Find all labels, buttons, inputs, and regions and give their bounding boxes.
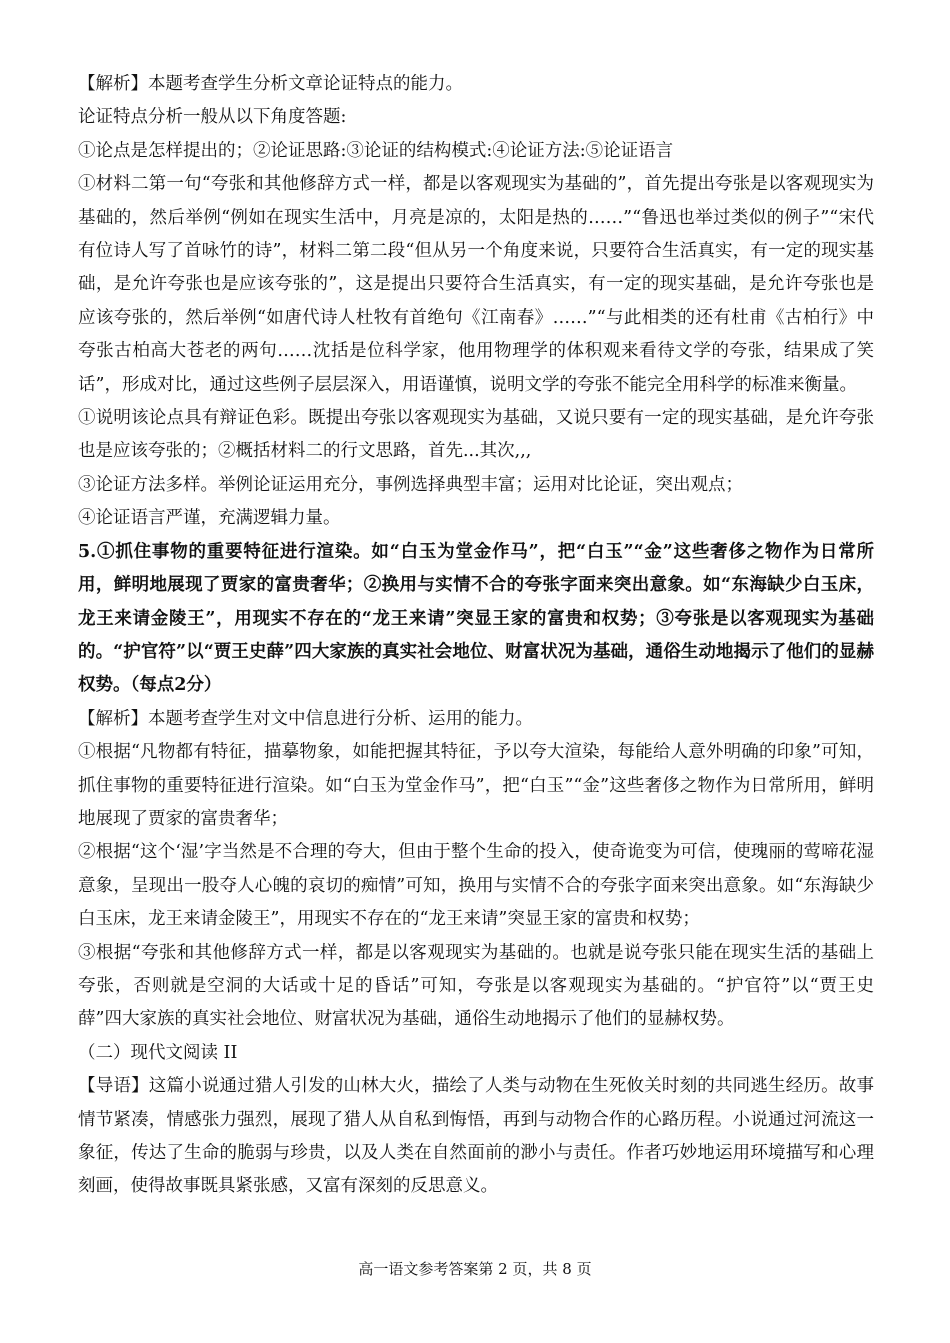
point-language: ④论证语言严谨，充满逻辑力量。 xyxy=(78,508,341,529)
question-5-answer: 5.①抓住事物的重要特征进行渲染。如“白玉为堂金作马”，把“白玉”“金”这些奢侈之物作为日常所用，鲜明地展现了贾家的富贵奢华；②换用与实情不合的夸张字面来突出意象。如“东海缺少白玉床，龙王来请金陵王”，用现实不存在的“龙王来请”突显王家的富贵和权势；③夸张是以客观现实为基础的。“护官符”以“贾王史薛”四大家族的真实社会地位、财富状况为基础，通俗生动地揭示了他们的显赫权势。（每点2分） xyxy=(78,541,874,696)
material-two-analysis: ①材料二第一句“夸张和其他修辞方式一样，都是以客观现实为基础的”，首先提出夸张是以客观现实为基础的，然后举例“例如在现实生活中，月亮是凉的，太阳是热的……”“鲁迅也举过类似的例子”“宋代有位诗人写了首咏竹的诗”，材料二第二段“但从另一个角度来说，只要符合生活真实，有一定的现实基础，是允许夸张也是应该夸张的”，这是提出只要符合生活真实，有一定的现实基础，是允许夸张也是应该夸张的，然后举例“如唐代诗人杜牧有首绝句《江南春》……”“与此相类的还有杜甫《古柏行》中夸张古柏高大苍老的两句……沈括是位科学家，他用物理学的体积观来看待文学的夸张，结果成了笑话”，形成对比，通过这些例子层层深入，用语谨慎，说明文学的夸张不能完全用科学的标准来衡量。 xyxy=(78,174,874,395)
question-5-point-2: ②根据“这个‘湿’字当然是不合理的夸大，但由于整个生命的投入，使奇诡变为可信，使瑰丽的莺啼花湿意象，呈现出一股夺人心魄的哀切的痴情”可知，换用与实情不合的夸张字面来突出意象。如“东海缺少白玉床，龙王来请金陵王”，用现实不存在的“龙王来请”突显王家的富贵和权势； xyxy=(78,842,874,930)
page-footer: 高一语文参考答案第 2 页，共 8 页 xyxy=(358,1260,592,1278)
section-heading: （二）现代文阅读 II xyxy=(78,1042,238,1063)
point-dialectical: ①说明该论点具有辩证色彩。既提出夸张以客观现实为基础，又说只要有一定的现实基础，是允许夸张也是应该夸张的；②概括材料二的行文思路，首先...其次,,, xyxy=(78,408,874,462)
question-5-point-1: ①根据“凡物都有特征，描摹物象，如能把握其特征，予以夸大渲染，每能给人意外明确的印象”可知，抓住事物的重要特征进行渲染。如“白玉为堂金作马”，把“白玉”“金”这些奢侈之物作为日常所用，鲜明地展现了贾家的富贵奢华； xyxy=(78,742,874,829)
answer-method-list: ①论点是怎样提出的；②论证思路:③论证的结构模式:④论证方法:⑤论证语言 xyxy=(78,140,674,161)
answer-content xyxy=(78,68,874,1204)
answer-method-intro: 论证特点分析一般从以下角度答题: xyxy=(78,107,347,128)
question-5-point-3: ③根据“夸张和其他修辞方式一样，都是以客观现实为基础的。也就是说夸张只能在现实生活的基础上夸张，否则就是空洞的大话或十足的昏话”可知，夸张是以客观现实为基础的。“护官符”以“贾王史薛”四大家族的真实社会地位、财富状况为基础，通俗生动地揭示了他们的显赫权势。 xyxy=(78,942,874,1030)
analysis-paragraph: 【解析】本题考查学生分析文章论证特点的能力。 xyxy=(78,74,463,94)
guide-paragraph: 【导语】这篇小说通过猎人引发的山林大火，描绘了人类与动物在生死攸关时刻的共同逃生经历。故事情节紧凑，情感张力强烈，展现了猎人从自私到悔悟，再到与动物合作的心路历程。小说通过河流这一象征，传达了生命的脆弱与珍贵，以及人类在自然面前的渺小与责任。作者巧妙地运用环境描写和心理刻画，使得故事既具紧张感，又富有深刻的反思意义。 xyxy=(78,1076,874,1197)
point-methods: ③论证方法多样。举例论证运用充分，事例选择典型丰富；运用对比论证，突出观点； xyxy=(78,474,743,495)
question-5-analysis: 【解析】本题考查学生对文中信息进行分析、运用的能力。 xyxy=(78,708,533,729)
